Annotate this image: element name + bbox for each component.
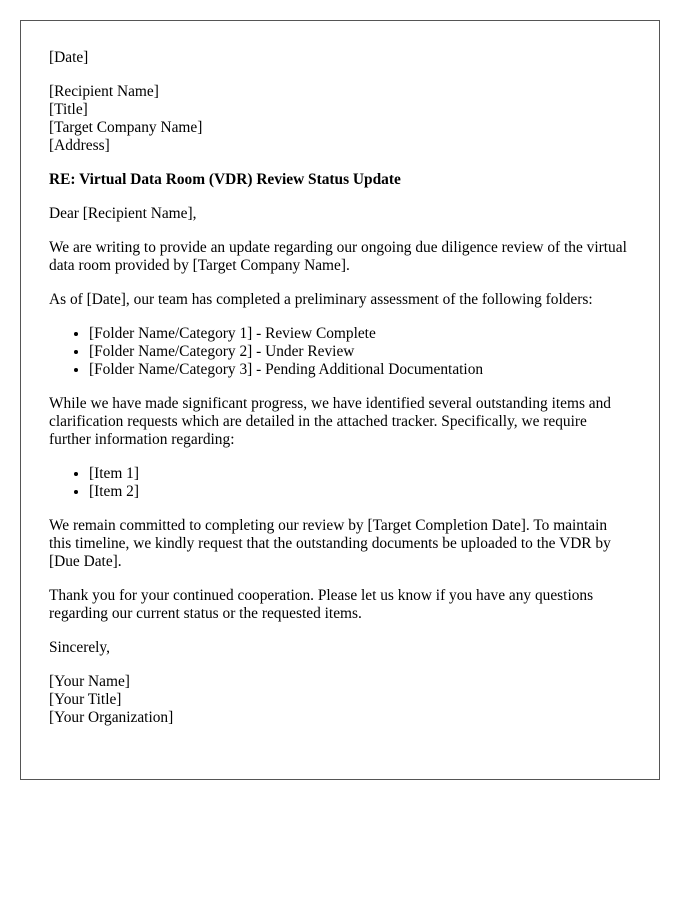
list-item: • [Item 2] <box>89 483 631 501</box>
recipient-title: [Title] <box>49 101 88 118</box>
recipient-name: [Recipient Name] <box>49 83 159 100</box>
item-list <box>49 465 631 501</box>
list-item: • [Folder Name/Category 1] - Review Complete <box>89 325 631 343</box>
list-item: • [Item 1] <box>89 465 631 483</box>
letter-date: [Date] <box>49 49 89 66</box>
sender-name: [Your Name] <box>49 673 130 690</box>
recipient-company: [Target Company Name] <box>49 119 203 136</box>
subject-line: RE: Virtual Data Room (VDR) Review Status Update <box>49 171 401 188</box>
folder-list <box>49 325 631 379</box>
closing: Sincerely, <box>49 639 110 656</box>
recipient-address: [Address] <box>49 137 110 154</box>
intro-paragraph: We are writing to provide an update regarding our ongoing due diligence review of the virtual data room provided by [Target Company Name]. <box>49 239 627 274</box>
timeline-paragraph: We remain committed to completing our review by [Target Completion Date]. To maintain this timeline, we kindly request that the outstanding documents be uploaded to the VDR by [Due Date]. <box>49 517 611 570</box>
sender-title: [Your Title] <box>49 691 122 708</box>
salutation: Dear [Recipient Name], <box>49 205 197 222</box>
list-item: • [Folder Name/Category 3] - Pending Additional Documentation <box>89 361 631 379</box>
progress-paragraph: While we have made significant progress, we have identified several outstanding items and clarification requests which are detailed in the attached tracker. Specifically, we require further information regarding: <box>49 395 612 448</box>
assessment-paragraph: As of [Date], our team has completed a preliminary assessment of the following folders: <box>49 291 593 308</box>
thanks-paragraph: Thank you for your continued cooperation. Please let us know if you have any questions regarding our current status or the requested items. <box>49 587 594 622</box>
letter-page <box>20 20 660 780</box>
recipient-block <box>49 83 631 155</box>
sender-organization: [Your Organization] <box>49 709 174 726</box>
signature-block <box>49 673 631 727</box>
list-item: • [Folder Name/Category 2] - Under Review <box>89 343 631 361</box>
